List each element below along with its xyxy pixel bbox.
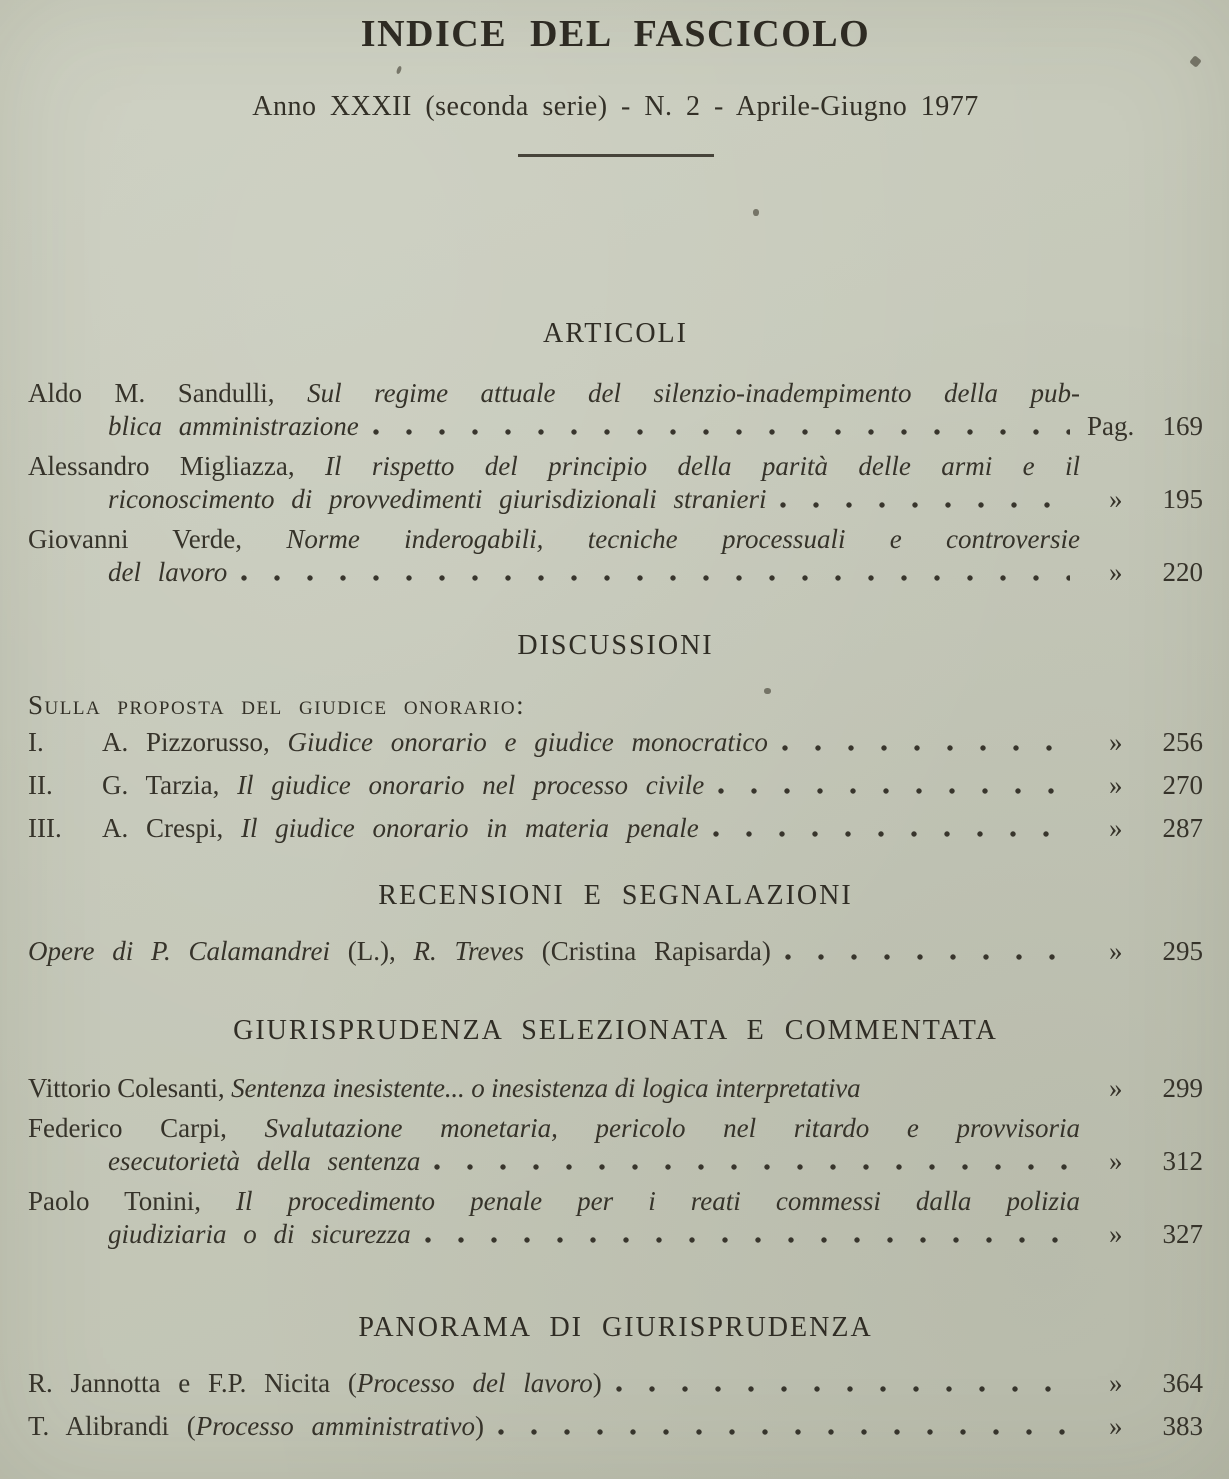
section-heading-discussioni: DISCUSSIONI: [517, 630, 714, 661]
entry-first-line: [28, 1185, 1080, 1218]
entry-line: [28, 726, 1203, 759]
page-number: 299: [1162, 1073, 1203, 1103]
giurisprudenza-entries: [28, 1072, 1203, 1251]
entry-roman-text: (Cristina Rapisarda): [523, 936, 771, 966]
page-ref: [1080, 483, 1203, 516]
roman-numeral: III.: [28, 813, 62, 843]
entry-line: [28, 1410, 1203, 1443]
scan-speck: [1189, 55, 1202, 68]
issue-subtitle: Anno XXXII (seconda serie) - N. 2 - Aprile-Giugno 1977: [252, 91, 979, 122]
scan-speck: [396, 66, 402, 75]
dot-leader: [498, 1429, 1070, 1435]
toc-entry-jannotta: [28, 1367, 1203, 1400]
author-name: A. Pizzorusso,: [102, 727, 270, 757]
toc-entry-migliazza: [28, 450, 1203, 516]
entry-continuation-line: [28, 483, 1203, 516]
toc-entry-carpi: [28, 1112, 1203, 1178]
page-ref: [1080, 556, 1203, 589]
author-name: G. Tarzia,: [102, 770, 220, 800]
toc-entry-tarzia: [28, 769, 1203, 802]
ditto-mark: »: [1109, 484, 1123, 514]
divider-rule: [518, 154, 714, 157]
work-title: Sul regime attuale del silenzio-inadempimento della pub-: [307, 378, 1081, 408]
toc-entry-colesanti: [28, 1072, 1203, 1105]
dot-leader: [241, 575, 1070, 581]
entry-roman-text: (L.),: [330, 936, 414, 966]
dot-leader: [616, 1386, 1070, 1392]
entry-continuation-line: [28, 410, 1203, 443]
author-name: Federico Carpi,: [28, 1113, 227, 1143]
toc-entry-alibrandi: [28, 1410, 1203, 1443]
page-ref: [1080, 935, 1203, 968]
entry-first-line: [28, 377, 1080, 410]
toc-entry-opere: [28, 935, 1203, 968]
ditto-mark: »: [1109, 936, 1123, 966]
ditto-mark: »: [1109, 1146, 1123, 1176]
author-name: R. Jannotta e F.P. Nicita (: [28, 1368, 357, 1398]
recensioni-entries: [28, 935, 1203, 968]
work-title: Svalutazione monetaria, pericolo nel ritardo e provvisoria: [264, 1113, 1080, 1143]
toc-entry-verde: [28, 523, 1203, 589]
ditto-mark: »: [1109, 770, 1123, 800]
page-label: Pag.: [1087, 411, 1135, 441]
work-title: Giudice onorario e giudice monocratico: [287, 727, 768, 757]
page-number: 364: [1162, 1368, 1203, 1398]
author-name: Giovanni Verde,: [28, 524, 243, 554]
page-ref: [1080, 812, 1203, 845]
entry-roman-text: ): [592, 1368, 602, 1398]
panorama-entries: [28, 1367, 1203, 1443]
toc-entry-tonini: [28, 1185, 1203, 1251]
author-name: A. Crespi,: [102, 813, 224, 843]
dot-leader: [373, 429, 1070, 435]
author-name: Paolo Tonini,: [28, 1186, 201, 1216]
dot-leader: [434, 1164, 1070, 1170]
scan-speck: [764, 688, 771, 694]
ditto-mark: »: [1109, 1411, 1123, 1441]
dot-leader: [718, 788, 1070, 794]
work-title: Norme inderogabili, tecniche processuali e controversie: [286, 524, 1080, 554]
dot-leader: [425, 1237, 1070, 1243]
section-heading-articoli: ARTICOLI: [543, 318, 688, 349]
dot-leader: [780, 502, 1070, 508]
dot-leader: [782, 745, 1070, 751]
page-ref: [1080, 726, 1203, 759]
page-ref: [1080, 410, 1203, 443]
work-title: Il procedimento penale per i reati commessi dalla polizia: [236, 1186, 1081, 1216]
entry-line: [28, 769, 1203, 802]
page-ref: [1080, 1072, 1203, 1105]
entry-continuation-line: [28, 1218, 1203, 1251]
toc-entry-sandulli: [28, 377, 1203, 443]
entry-first-line: [28, 450, 1080, 483]
ditto-mark: »: [1109, 557, 1123, 587]
page-number: 312: [1162, 1146, 1203, 1176]
ditto-mark: »: [1109, 1219, 1123, 1249]
page-number: 169: [1162, 411, 1203, 441]
work-title-continuation: giudiziaria o di sicurezza: [108, 1219, 411, 1249]
roman-numeral: II.: [28, 770, 53, 800]
work-title: R. Treves: [413, 936, 524, 966]
dot-leader: [713, 831, 1070, 837]
ditto-mark: »: [1109, 727, 1123, 757]
work-title-continuation: blica amministrazione: [108, 411, 359, 441]
entry-line: [28, 935, 1203, 968]
work-title: Opere di P. Calamandrei: [28, 936, 330, 966]
work-title-continuation: del lavoro: [108, 557, 228, 587]
page-number: 327: [1162, 1219, 1203, 1249]
work-title: Processo del lavoro: [356, 1368, 593, 1398]
page-title: INDICE DEL FASCICOLO: [360, 13, 871, 55]
entry-continuation-line: [28, 556, 1203, 589]
page-ref: [1080, 769, 1203, 802]
toc-entry-crespi: [28, 812, 1203, 845]
author-name: Vittorio Colesanti,: [28, 1073, 225, 1103]
ditto-mark: »: [1109, 1073, 1123, 1103]
section-heading-panorama: PANORAMA DI GIURISPRUDENZA: [358, 1312, 873, 1343]
entry-first-line: [28, 1112, 1080, 1145]
section-heading-giurisprudenza: GIURISPRUDENZA SELEZIONATA E COMMENTATA: [233, 1015, 998, 1046]
author-name: T. Alibrandi (: [28, 1411, 196, 1441]
page-ref: [1080, 1410, 1203, 1443]
entry-first-line: [28, 523, 1080, 556]
work-title: Sentenza inesistente... o inesistenza di logica interpretativa: [231, 1073, 861, 1103]
scan-speck: [753, 209, 759, 216]
work-title-continuation: riconoscimento di provvedimenti giurisdizionali stranieri: [108, 484, 767, 514]
page-ref: [1080, 1145, 1203, 1178]
discussioni-entries: [28, 726, 1203, 845]
roman-numeral: I.: [28, 727, 44, 757]
page-number: 287: [1162, 813, 1203, 843]
ditto-mark: »: [1109, 813, 1123, 843]
page-ref: [1080, 1367, 1203, 1400]
work-title: Il giudice onorario nel processo civile: [237, 770, 705, 800]
entry-continuation-line: [28, 1145, 1203, 1178]
author-name: Aldo M. Sandulli,: [28, 378, 275, 408]
dot-leader: [785, 954, 1070, 960]
entry-line: [28, 812, 1203, 845]
entry-line: [28, 1072, 1203, 1105]
page-number: 195: [1162, 484, 1203, 514]
page-number: 270: [1162, 770, 1203, 800]
articoli-entries: [28, 377, 1203, 589]
toc-entry-pizzorusso: [28, 726, 1203, 759]
work-title: Processo amministrativo: [195, 1411, 475, 1441]
work-title-continuation: esecutorietà della sentenza: [108, 1146, 421, 1176]
page-ref: [1080, 1218, 1203, 1251]
author-name: Alessandro Migliazza,: [28, 451, 295, 481]
work-title: Il giudice onorario in materia penale: [241, 813, 699, 843]
section-heading-recensioni: RECENSIONI E SEGNALAZIONI: [378, 880, 853, 911]
discussioni-subheading: Sulla proposta del giudice onorario:: [28, 690, 526, 720]
dot-leader: [874, 1091, 1070, 1097]
work-title: Il rispetto del principio della parità delle armi e il: [324, 451, 1081, 481]
entry-roman-text: ): [474, 1411, 484, 1441]
page-number: 383: [1162, 1411, 1203, 1441]
ditto-mark: »: [1109, 1368, 1123, 1398]
page-number: 220: [1162, 557, 1203, 587]
page-number: 295: [1162, 936, 1203, 966]
entry-line: [28, 1367, 1203, 1400]
page-number: 256: [1162, 727, 1203, 757]
